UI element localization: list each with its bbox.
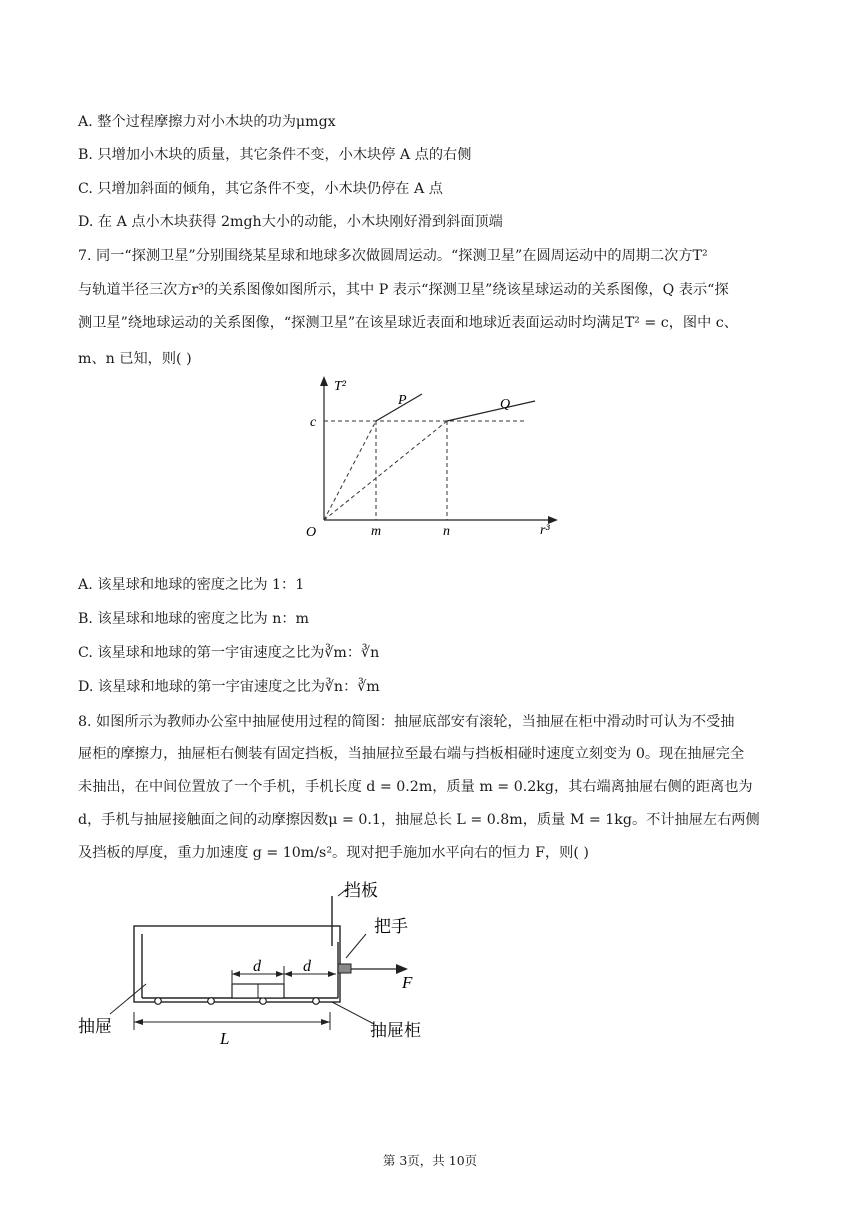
baffle-label: 挡板 — [344, 881, 378, 900]
y-axis-label: T² — [334, 379, 346, 394]
q7-stem-line3: 测卫星”绕地球运动的关系图像，“探测卫星”在该星球近表面和地球近表面运动时均满足T² = c，图中 c、 — [78, 315, 738, 331]
q8-stem-line5: 及挡板的厚度，重力加速度 g = 10m/s²。现对把手施加水平向右的恒力 F，则( ) — [78, 845, 589, 861]
q8-stem-line4: d，手机与抽屉接触面之间的动摩擦因数μ = 0.1，抽屉总长 L = 0.8m，质量 M = 1kg。不计抽屉左右两侧 — [78, 812, 760, 828]
q7-stem-line4: m、n 已知，则( ) — [78, 351, 192, 367]
drawer-label: 抽屉 — [78, 1017, 112, 1036]
line-q-label: Q — [500, 397, 511, 412]
q7-option-d: D. 该星球和地球的第一宇宙速度之比为∛n：∛m — [78, 679, 380, 695]
tick-m-label: m — [371, 524, 382, 539]
tick-n-label: n — [443, 524, 450, 539]
q6-option-b: B. 只增加小木块的质量，其它条件不变，小木块停 A 点的右侧 — [78, 147, 472, 163]
tick-c-label: c — [310, 415, 317, 430]
x-axis-label: r³ — [540, 523, 550, 538]
q8-stem-line3: 未抽出，在中间位置放了一个手机，手机长度 d = 0.2m，质量 m = 0.2kg，其右端离抽屉右侧的距离也为 — [78, 779, 753, 795]
page-footer: 第 3页，共 10页 — [382, 1153, 478, 1168]
line-q — [447, 401, 535, 421]
length-label: L — [220, 1029, 230, 1048]
q6-option-a: A. 整个过程摩擦力对小木块的功为μmgx — [78, 114, 336, 130]
q7-graph — [290, 372, 570, 542]
line-p-label: P — [398, 393, 407, 408]
q8-drawer-figure — [70, 874, 470, 1054]
q8-stem-line1: 8. 如图所示为教师办公室中抽屉使用过程的简图：抽屉底部安有滚轮，当抽屉在柜中滑动时可认为不受抽 — [78, 714, 735, 730]
origin-label: O — [306, 525, 317, 540]
q7-stem-line2: 与轨道半径三次方r³的关系图像如图所示，其中 P 表示“探测卫星”绕该星球运动的关系图像，Q 表示“探 — [78, 282, 729, 298]
q6-option-d: D. 在 A 点小木块获得 2mgh大小的动能，小木块刚好滑到斜面顶端 — [78, 214, 503, 230]
d-label-1: d — [253, 958, 261, 975]
handle-label: 把手 — [374, 917, 408, 936]
handle — [338, 964, 351, 973]
q6-option-c: C. 只增加斜面的倾角，其它条件不变，小木块仍停在 A 点 — [78, 181, 443, 197]
q7-option-a: A. 该星球和地球的密度之比为 1：1 — [78, 577, 305, 593]
q7-option-c: C. 该星球和地球的第一宇宙速度之比为∛m：∛n — [78, 645, 380, 661]
cabinet-label: 抽屉柜 — [370, 1021, 421, 1040]
q7-stem-line1: 7. 同一“探测卫星”分别围绕某星球和地球多次做圆周运动。“探测卫星”在圆周运动中的周期二次方T² — [78, 248, 708, 264]
force-label: F — [402, 973, 413, 992]
d-label-2: d — [303, 958, 311, 975]
q7-option-b: B. 该星球和地球的密度之比为 n：m — [78, 611, 309, 627]
q8-stem-line2: 屉柜的摩擦力，抽屉柜右侧装有固定挡板，当抽屉拉至最右端与挡板相碰时速度立刻变为 0。现在抽屉完全 — [78, 746, 745, 762]
